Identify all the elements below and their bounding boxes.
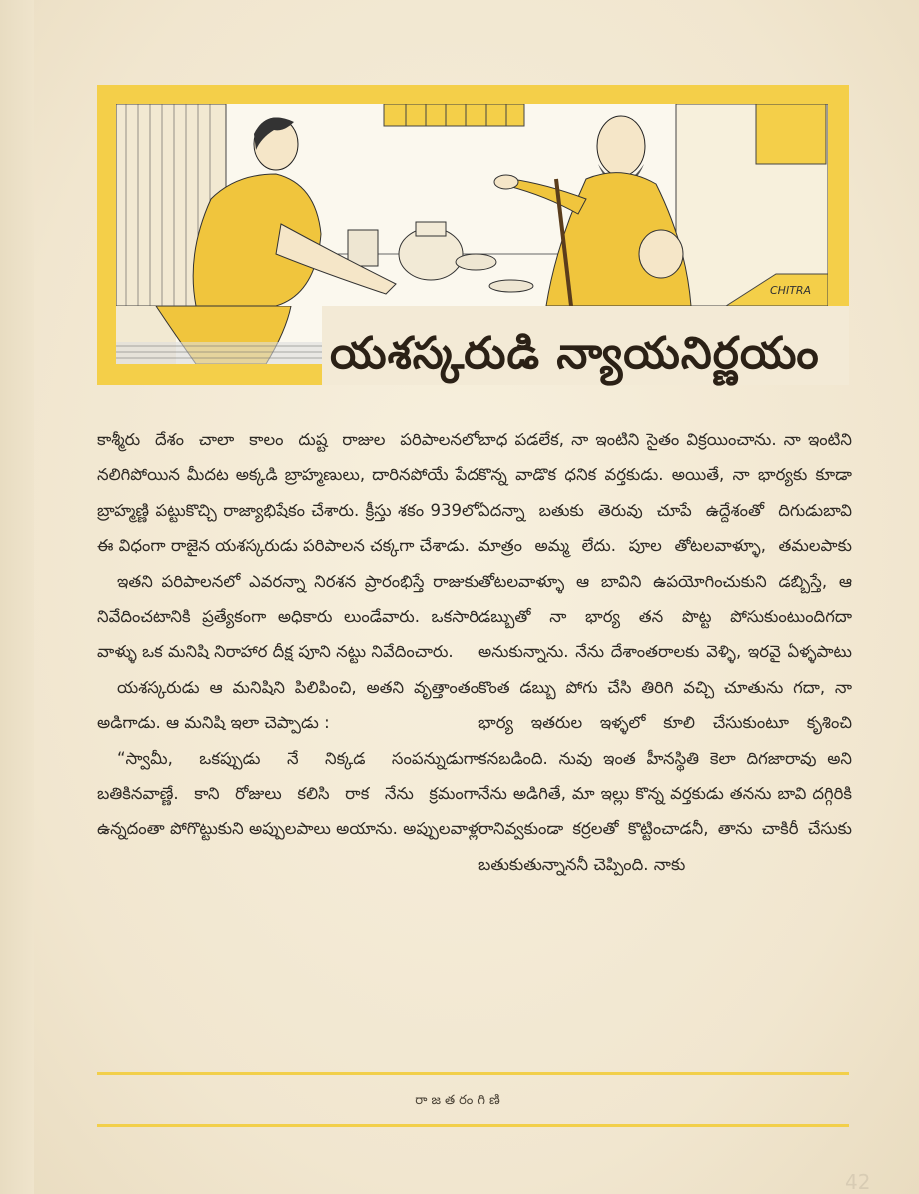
paragraph: “స్వామీ, ఒకప్పుడు నే నిక్కడ సంపన్నుడుగా బతికినవాణ్ణే. కాని రోజులు కలిసి రాక నేను క్రమంగా ఉన్నదంతా పోగొట్టుకుని అప్పులపాలు అయాను. అప్పులవాళ్ల	[97, 748, 479, 839]
illustration-woman-and-sage-icon	[116, 104, 828, 306]
footer-rule-bottom	[97, 1124, 849, 1127]
illustration-lower	[116, 306, 322, 364]
running-footer: రాజతరంగిణి	[415, 1093, 504, 1108]
illustration	[116, 104, 828, 306]
paragraph: యశస్కరుడు ఆ మనిషిని పిలిపించి, అతని వృత్తాంతం అడిగాడు. ఆ మనిషి ఇలా చెప్పాడు :	[97, 677, 479, 733]
binding-edge	[0, 0, 34, 1194]
paragraph: కాశ్మీరు దేశం చాలా కాలం దుష్ట రాజుల పరిపాలనలో నలిగిపోయిన మీదట అక్కడి బ్రాహ్మణులు, దారినపోయే పేద బ్రాహ్మణ్ణి పట్టుకొచ్చి రాజ్యాభిషేకం చేశారు. క్రీస్తు శకం 939లో ఈ విధంగా రాజైన యశస్కరుడు పరిపాలన చక్కగా చేశాడు.	[97, 430, 479, 556]
page-title: యశస్కరుడి న్యాయనిర్ణయం	[330, 328, 820, 379]
left-column	[97, 422, 479, 847]
artist-signature: CHITRA	[770, 284, 812, 297]
paragraph: ఇతని పరిపాలనలో ఎవరన్నా నిరశన ప్రారంభిస్తే రాజుకు నివేదించటానికి ప్రత్యేకంగా అధికారు లుండేవారు. ఒకసారి వాళ్ళు ఒక మనిషి నిరాహార దీక్ష పూని నట్టు నివేదించారు.	[97, 571, 479, 662]
paragraph: బాధ పడలేక, నా ఇంటిని సైతం విక్రయించాను. నా ఇంటిని కొన్న వాడొక ధనిక వర్తకుడు. అయితే, నా భార్యకు కూడా ఏదన్నా బతుకు తెరువు చూపే ఉద్దేశంతో దిగుడుబావి మాత్రం అమ్మ లేదు. పూల తోటలవాళ్ళూ, తమలపాకు తోటలవాళ్ళూ ఆ బావిని ఉపయోగించుకుని డబ్బిస్తే, ఆ డబ్బుతో నా భార్య తన పొట్ట పోసుకుంటుందిగదా అనుకున్నాను. నేను దేశాంతరాలకు వెళ్ళి, ఇరవై ఏళ్ళపాటు కొంత డబ్బు పోగు చేసి తిరిగి వచ్చి చూతును గదా, నా భార్య ఇతరుల ఇళ్ళలో కూలి చేసుకుంటూ కృశించి కనబడింది. నువు ఇంత హీనస్థితి కెలా దిగజారావు అని నేను అడిగితే, మా ఇల్లు కొన్న వర్తకుడు తనను బావి దగ్గిరికి రానివ్వకుండా కర్రలతో కొట్టించాడనీ, తాను చాకిరీ చేసుకు బతుకుతున్నాననీ చెప్పింది. నాకు	[478, 430, 852, 874]
right-column	[478, 422, 852, 882]
page-number: 42	[845, 1170, 871, 1194]
footer-rule-top	[97, 1072, 849, 1075]
